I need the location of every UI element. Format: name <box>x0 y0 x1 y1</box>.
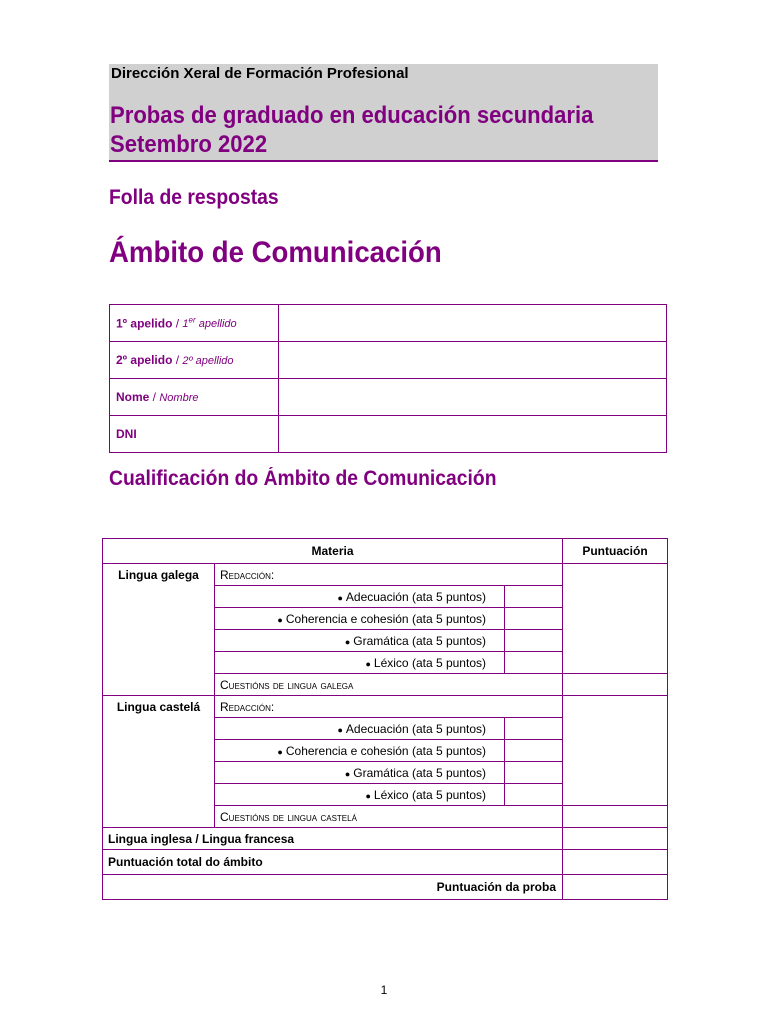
list-item: ● Léxico (ata 5 puntos) <box>215 784 505 806</box>
castela-cuestions-score[interactable] <box>563 806 668 828</box>
bullet-icon: ● <box>277 746 283 757</box>
item-score[interactable] <box>505 608 563 630</box>
item-score[interactable] <box>505 762 563 784</box>
item-score[interactable] <box>505 586 563 608</box>
id-label: 1º apelido / 1er apellido <box>110 305 279 342</box>
id-row-dni <box>110 416 667 453</box>
grading-title: Cualificación do Ámbito de Comunicación <box>109 467 497 490</box>
list-item: ● Adecuación (ata 5 puntos) <box>215 586 505 608</box>
id-label: Nome / Nombre <box>110 379 279 416</box>
cuestions-label: Cuestións de lingua galega <box>215 674 563 696</box>
total-ambito-score[interactable] <box>563 850 668 875</box>
subject-castela: Lingua castelá <box>103 696 215 828</box>
identification-table <box>109 304 667 453</box>
id-label: DNI <box>110 416 279 453</box>
id-label: 2º apelido / 2º apellido <box>110 342 279 379</box>
galego-redaccion-score[interactable] <box>563 564 668 674</box>
subtitle: Folla de respostas <box>109 186 279 209</box>
redaccion-label: Redacción: <box>215 564 563 586</box>
bullet-icon: ● <box>365 658 371 669</box>
list-item: ● Léxico (ata 5 puntos) <box>215 652 505 674</box>
castela-redaccion-score[interactable] <box>563 696 668 806</box>
bullet-icon: ● <box>344 636 351 647</box>
grading-table <box>102 538 668 900</box>
item-score[interactable] <box>505 718 563 740</box>
list-item: ● Coherencia e cohesión (ata 5 puntos) <box>215 608 505 630</box>
item-score[interactable] <box>505 784 563 806</box>
id-row-apelido1 <box>110 305 667 342</box>
col-puntuacion: Puntuación <box>563 539 668 564</box>
exam-title-line2: Setembro 2022 <box>110 131 268 158</box>
subject-inglesa-francesa: Lingua inglesa / Lingua francesa <box>103 828 563 850</box>
item-score[interactable] <box>505 740 563 762</box>
total-ambito-label: Puntuación total do ámbito <box>103 850 563 875</box>
id-row-nome <box>110 379 667 416</box>
page-number: 1 <box>380 983 388 997</box>
list-item: ● Gramática (ata 5 puntos) <box>215 630 505 652</box>
col-materia: Materia <box>103 539 563 564</box>
list-item: ● Coherencia e cohesión (ata 5 puntos) <box>215 740 505 762</box>
id-row-apelido2 <box>110 342 667 379</box>
bullet-icon: ● <box>337 592 343 603</box>
apelido2-field[interactable] <box>279 342 667 379</box>
bullet-icon: ● <box>337 724 343 735</box>
galego-cuestions-score[interactable] <box>563 674 668 696</box>
cuestions-label: Cuestións de lingua castelá <box>215 806 563 828</box>
redaccion-label: Redacción: <box>215 696 563 718</box>
nome-field[interactable] <box>279 379 667 416</box>
item-score[interactable] <box>505 630 563 652</box>
dni-field[interactable] <box>279 416 667 453</box>
bullet-icon: ● <box>365 790 371 801</box>
header-box <box>109 64 658 162</box>
puntuacion-proba-label: Puntuación da proba <box>103 875 563 900</box>
list-item: ● Adecuación (ata 5 puntos) <box>215 718 505 740</box>
apelido1-field[interactable] <box>279 305 667 342</box>
inglesa-score[interactable] <box>563 828 668 850</box>
org-name: Dirección Xeral de Formación Profesional <box>111 65 409 82</box>
bullet-icon: ● <box>277 614 283 625</box>
subject-galego: Lingua galega <box>103 564 215 696</box>
list-item: ● Gramática (ata 5 puntos) <box>215 762 505 784</box>
bullet-icon: ● <box>344 768 351 779</box>
exam-title-line1: Probas de graduado en educación secundaria <box>110 102 594 129</box>
item-score[interactable] <box>505 652 563 674</box>
puntuacion-proba-score[interactable] <box>563 875 668 900</box>
area-title: Ámbito de Comunicación <box>109 236 442 269</box>
